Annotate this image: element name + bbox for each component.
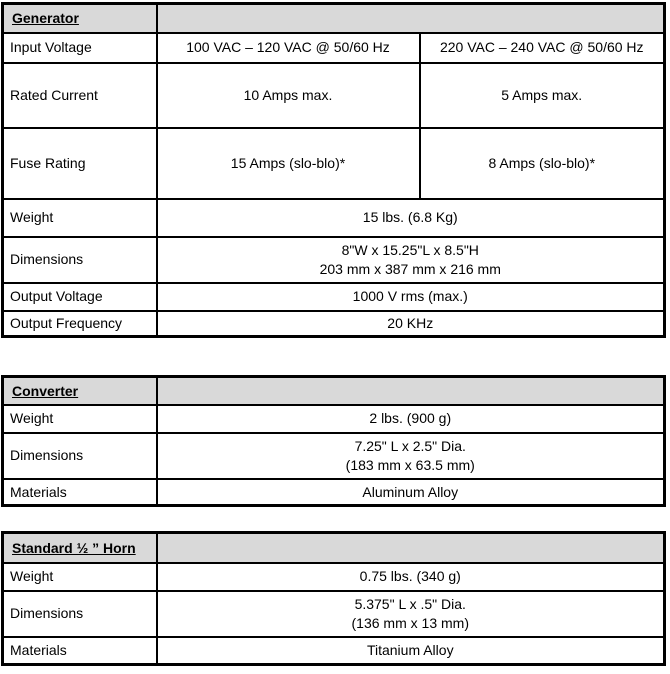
horn-dimensions-inches: 5.375" L x .5" Dia. (354, 596, 466, 613)
row-label-weight: Weight (3, 563, 157, 591)
input-voltage-220v-value: 220 VAC – 240 VAC @ 50/60 Hz (420, 33, 665, 63)
converter-table-title: Converter (12, 382, 79, 399)
table-row (3, 479, 665, 506)
converter-header-label-cell (3, 377, 157, 405)
output-voltage-value: 1000 V rms (max.) (157, 283, 665, 311)
generator-table-title: Generator (12, 10, 79, 27)
standard-horn-table (1, 531, 666, 666)
rated-current-220v-value: 5 Amps max. (420, 63, 665, 128)
horn-header-blank-cell (157, 533, 665, 563)
horn-materials-value: Titanium Alloy (157, 637, 665, 665)
row-label-output-voltage: Output Voltage (3, 283, 157, 311)
generator-header-blank-cell (157, 4, 665, 33)
generator-dimensions-value (157, 237, 665, 283)
table-row (3, 591, 665, 637)
row-label-dimensions: Dimensions (3, 237, 157, 283)
horn-table-title: Standard ½ ” Horn (12, 539, 136, 556)
row-label-output-frequency: Output Frequency (3, 311, 157, 337)
table-row (3, 405, 665, 433)
horn-header-label-cell (3, 533, 157, 563)
horn-dimensions-value (157, 591, 665, 637)
generator-dimensions-inches: 8"W x 15.25"L x 8.5"H (341, 242, 479, 259)
row-label-input-voltage: Input Voltage (3, 33, 157, 63)
row-label-dimensions: Dimensions (3, 433, 157, 479)
row-label-weight: Weight (3, 199, 157, 237)
row-label-dimensions: Dimensions (3, 591, 157, 637)
row-label-weight: Weight (3, 405, 157, 433)
table-row (3, 433, 665, 479)
rated-current-110v-value: 10 Amps max. (157, 63, 420, 128)
generator-weight-value: 15 lbs. (6.8 Kg) (157, 199, 665, 237)
generator-header-label-cell (3, 4, 157, 33)
converter-dimensions-value (157, 433, 665, 479)
fuse-rating-110v-value: 15 Amps (slo-blo)* (157, 128, 420, 199)
converter-header-row (3, 377, 665, 405)
table-row (3, 563, 665, 591)
row-label-fuse-rating: Fuse Rating (3, 128, 157, 199)
output-frequency-value: 20 KHz (157, 311, 665, 337)
table-row (3, 63, 665, 128)
converter-header-blank-cell (157, 377, 665, 405)
generator-table (1, 2, 666, 338)
row-label-materials: Materials (3, 637, 157, 665)
converter-dimensions-mm: (183 mm x 63.5 mm) (345, 456, 475, 473)
converter-table (1, 375, 666, 507)
row-label-rated-current: Rated Current (3, 63, 157, 128)
horn-header-row (3, 533, 665, 563)
table-row (3, 283, 665, 311)
converter-weight-value: 2 lbs. (900 g) (157, 405, 665, 433)
table-row (3, 237, 665, 283)
fuse-rating-220v-value: 8 Amps (slo-blo)* (420, 128, 665, 199)
converter-dimensions-inches: 7.25" L x 2.5" Dia. (354, 438, 466, 455)
row-label-materials: Materials (3, 479, 157, 506)
generator-header-row (3, 4, 665, 33)
horn-weight-value: 0.75 lbs. (340 g) (157, 563, 665, 591)
table-row (3, 128, 665, 199)
generator-dimensions-mm: 203 mm x 387 mm x 216 mm (319, 260, 501, 277)
horn-dimensions-mm: (136 mm x 13 mm) (351, 614, 469, 631)
table-row (3, 199, 665, 237)
table-row (3, 637, 665, 665)
converter-materials-value: Aluminum Alloy (157, 479, 665, 506)
input-voltage-110v-value: 100 VAC – 120 VAC @ 50/60 Hz (157, 33, 420, 63)
table-row (3, 33, 665, 63)
table-row (3, 311, 665, 337)
